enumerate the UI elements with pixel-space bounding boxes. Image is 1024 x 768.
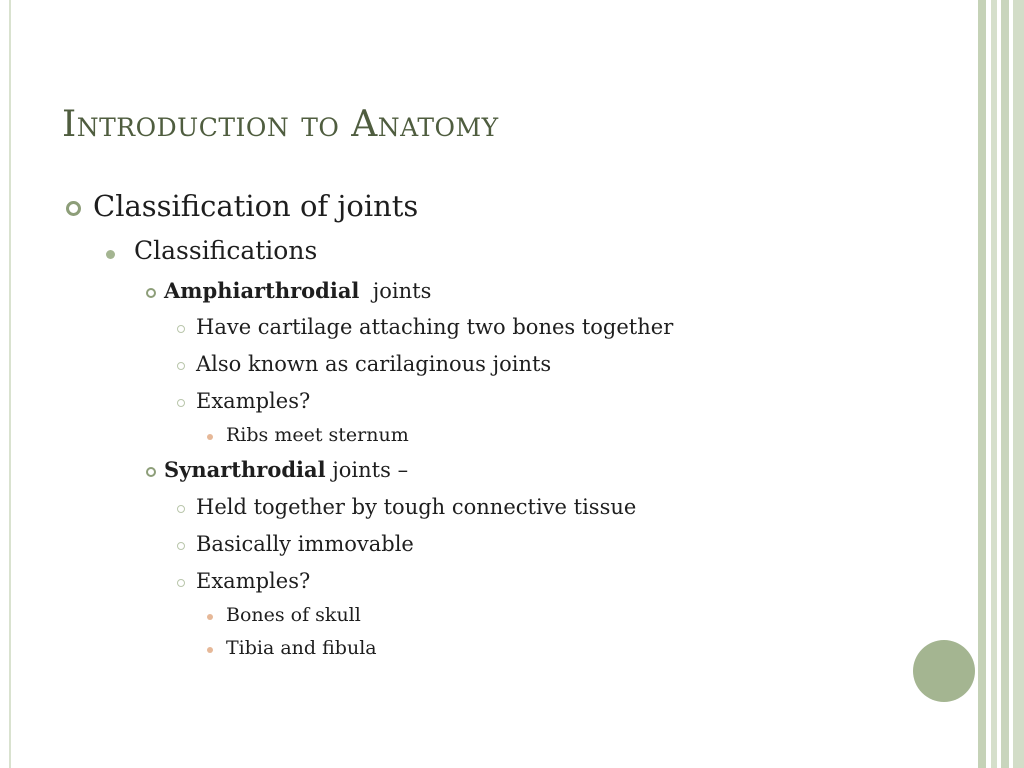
bullet-level4: Examples? [196,389,311,413]
term-amphiarthrodial: Amphiarthrodial [164,278,360,303]
bullet-level4: Basically immovable [196,532,414,556]
small-ring-bullet-icon [177,579,185,587]
bullet-level5: Tibia and fibula [226,637,377,659]
bullet-level4: Held together by tough connective tissue [196,495,637,519]
dot-bullet-icon [106,250,115,259]
right-decorative-stripe [1001,0,1009,768]
left-decorative-rule [9,0,11,768]
term-suffix: joints – [332,458,409,482]
small-ring-bullet-icon [177,505,185,513]
right-decorative-stripe [978,0,986,768]
bullet-level4: Examples? [196,569,311,593]
peach-dot-bullet-icon [207,434,213,440]
bullet-level1: Classification of joints [93,189,419,223]
term-synarthrodial: Synarthrodial [164,457,326,482]
slide-title: Introduction to Anatomy [62,104,499,145]
bullet-amphiarthrodial [164,278,431,303]
bullet-level2: Classifications [134,236,318,265]
bullet-synarthrodial [164,457,408,482]
ring-bullet-icon [146,467,156,477]
right-decorative-stripe [1013,0,1024,768]
bullet-level5: Bones of skull [226,604,361,626]
small-ring-bullet-icon [177,325,185,333]
bullet-level5: Ribs meet sternum [226,424,409,446]
bullet-level4: Also known as carilaginous joints [196,352,552,376]
bullet-level4: Have cartilage attaching two bones together [196,315,674,339]
peach-dot-bullet-icon [207,614,213,620]
small-ring-bullet-icon [177,542,185,550]
small-ring-bullet-icon [177,399,185,407]
small-ring-bullet-icon [177,362,185,370]
ring-bullet-icon [146,288,156,298]
peach-dot-bullet-icon [207,647,213,653]
ring-bullet-icon [66,201,81,216]
term-suffix: joints [372,279,432,303]
decorative-circle [913,640,975,702]
